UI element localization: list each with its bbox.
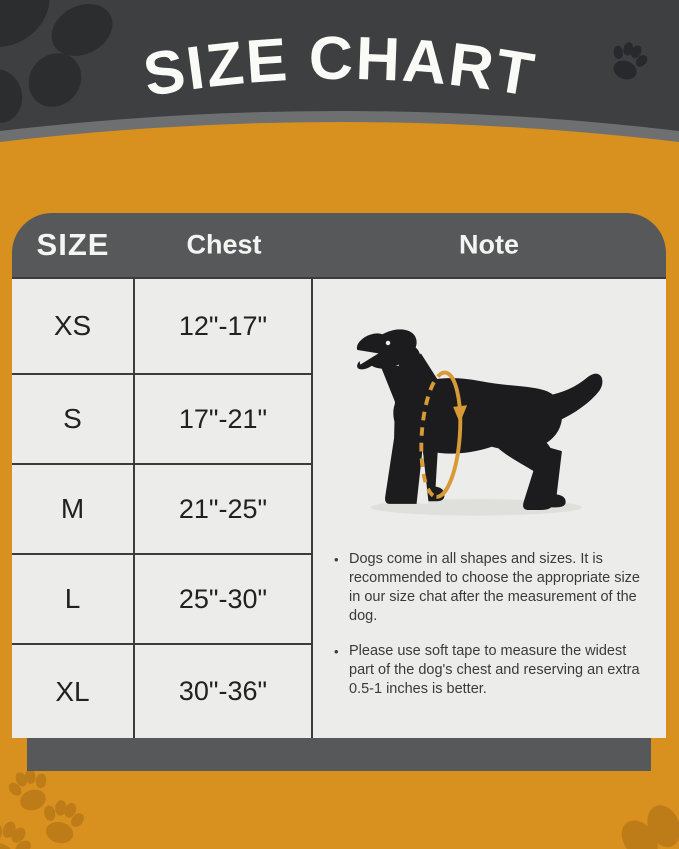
column-header-chest: Chest [186,229,262,260]
chest-cell-xl: 30"-36" [135,645,313,738]
dog-silhouette [354,321,603,510]
paw-print-icon [585,781,679,849]
note-item: • Dogs come in all shapes and sizes. It is recommended to choose the appropriate size in our size chat after the measurement of the dog. [333,550,645,626]
dog-silhouette-illustration [348,317,608,516]
size-cell-xl: XL [12,645,135,738]
size-chart-table [12,213,666,771]
size-cell-m: M [12,465,135,555]
page-title-text: SIZE CHART [138,23,541,110]
note-list [333,550,645,715]
size-cell-s: S [12,375,135,465]
chest-cell-xs: 12"-17" [135,279,313,375]
column-header-note: Note [459,229,519,260]
table-header-row [12,213,666,277]
dog-eye [386,341,390,345]
chest-cell-s: 17"-21" [135,375,313,465]
chest-cell-m: 21"-25" [135,465,313,555]
note-cell [313,279,666,738]
size-cell-xs: XS [12,279,135,375]
note-item: • Please use soft tape to measure the widest part of the dog's chest and reserving an extra 0.5-1 inches is better. [333,642,645,699]
paw-print-icon [0,764,89,849]
chest-cell-l: 25"-30" [135,555,313,645]
size-cell-l: L [12,555,135,645]
table-body [12,277,666,738]
column-header-size: SIZE [36,227,110,262]
table-base-bar [27,738,651,771]
